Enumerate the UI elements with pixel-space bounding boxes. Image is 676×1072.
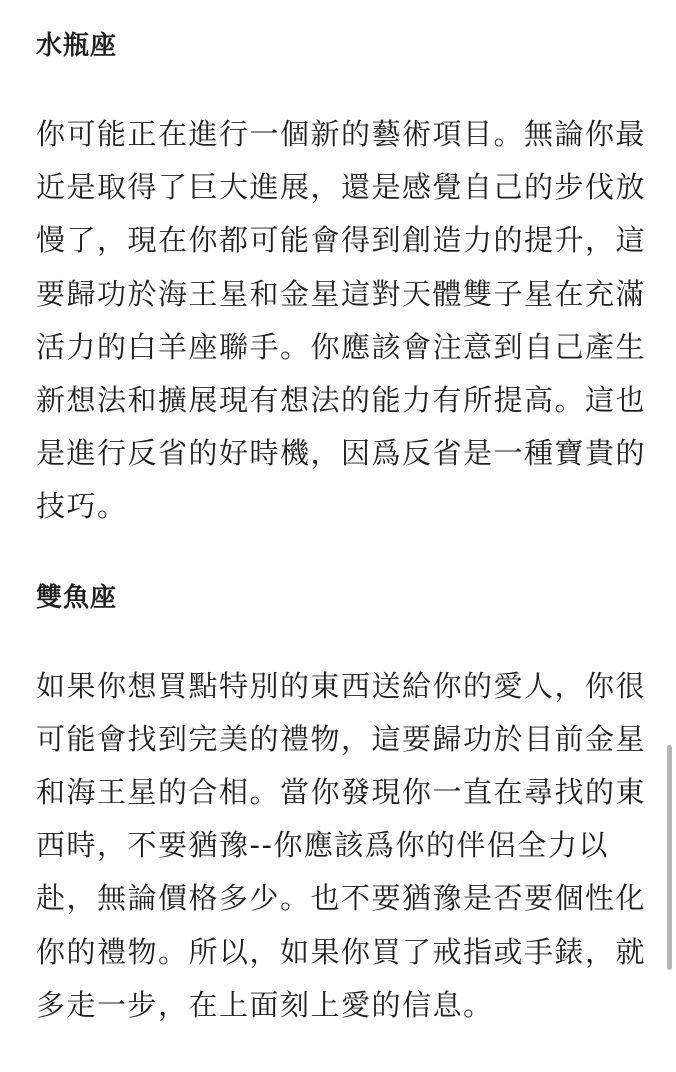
body-line: 慢了，現在你都可能會得到創造力的提升，這 [36,223,647,258]
body-line: 和海王星的合相。當你發現你一直在尋找的東 [36,775,647,810]
body-line: 活力的白羊座聯手。你應該會注意到自己產生 [36,329,647,364]
body-line: 赴，無論價格多少。也不要猶豫是否要個性化 [36,881,647,916]
body-line: 如果你想買點特別的東西送給你的愛人，你很 [36,668,647,703]
body-line: 近是取得了巨大進展，還是感覺自己的步伐放 [36,170,647,205]
body-line: 你可能正在進行一個新的藝術項目。無論你最 [36,117,647,151]
body-line: 西時，不要猶豫--你應該爲你的伴侶全力以 [36,828,609,863]
body-line: 要歸功於海王星和金星這對天體雙子星在充滿 [36,276,647,311]
horoscope-article [36,22,648,1072]
section-title-aquarius: 水瓶座 [36,31,118,61]
body-line: 新想法和擴展現有想法的能力有所提高。這也 [36,383,647,418]
body-line: 可能會找到完美的禮物，這要歸功於目前金星 [36,721,647,756]
section-body-pisces [36,660,648,1032]
section-body-aquarius [36,108,648,534]
vertical-scrollbar[interactable] [667,745,672,970]
body-line: 你的禮物。所以，如果你買了戒指或手錶，就 [36,934,647,969]
body-line: 多走一步，在上面刻上愛的信息。 [36,987,494,1022]
body-line: 是進行反省的好時機，因爲反省是一種寶貴的 [36,436,647,471]
section-title-pisces: 雙魚座 [36,582,118,613]
body-line: 技巧。 [36,489,128,524]
